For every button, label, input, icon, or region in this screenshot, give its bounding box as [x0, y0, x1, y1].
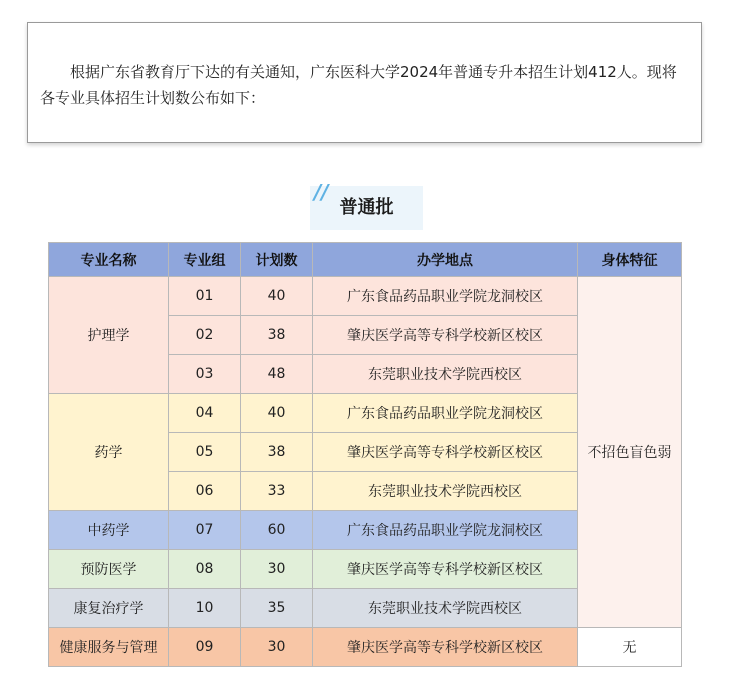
- location-cell: 肇庆医学高等专科学校新区校区: [313, 433, 578, 472]
- location-cell: 广东食品药品职业学院龙洞校区: [313, 394, 578, 433]
- table-header-row: [49, 243, 682, 277]
- header-plan: 计划数: [241, 243, 313, 277]
- header-physical: 身体特征: [578, 243, 682, 277]
- location-cell: 肇庆医学高等专科学校新区校区: [313, 628, 578, 667]
- location-cell: 东莞职业技术学院西校区: [313, 355, 578, 394]
- location-cell: 广东食品药品职业学院龙洞校区: [313, 277, 578, 316]
- plan-cell: 30: [241, 628, 313, 667]
- major-nursing: 护理学: [49, 277, 169, 394]
- major-tcm: 中药学: [49, 511, 169, 550]
- batch-heading: [310, 180, 423, 230]
- header-location: 办学地点: [313, 243, 578, 277]
- group-cell: 04: [169, 394, 241, 433]
- header-major: 专业名称: [49, 243, 169, 277]
- plan-cell: 30: [241, 550, 313, 589]
- table-row: [49, 277, 682, 316]
- group-cell: 01: [169, 277, 241, 316]
- table-row: [49, 628, 682, 667]
- major-health: 健康服务与管理: [49, 628, 169, 667]
- group-cell: 05: [169, 433, 241, 472]
- plan-cell: 60: [241, 511, 313, 550]
- major-preventive: 预防医学: [49, 550, 169, 589]
- physical-restricted: 不招色盲色弱: [578, 277, 682, 628]
- plan-cell: 35: [241, 589, 313, 628]
- group-cell: 08: [169, 550, 241, 589]
- location-cell: 东莞职业技术学院西校区: [313, 472, 578, 511]
- group-cell: 06: [169, 472, 241, 511]
- plan-cell: 40: [241, 394, 313, 433]
- plan-cell: 38: [241, 433, 313, 472]
- notice-text: 根据广东省教育厅下达的有关通知，广东医科大学2024年普通专升本招生计划412人。现将各专业具体招生计划数公布如下：: [40, 63, 677, 107]
- notice-box: [27, 22, 702, 143]
- location-cell: 东莞职业技术学院西校区: [313, 589, 578, 628]
- location-cell: 肇庆医学高等专科学校新区校区: [313, 550, 578, 589]
- enrollment-plan-table: [48, 242, 682, 667]
- header-group: 专业组: [169, 243, 241, 277]
- plan-cell: 38: [241, 316, 313, 355]
- group-cell: 10: [169, 589, 241, 628]
- location-cell: 广东食品药品职业学院龙洞校区: [313, 511, 578, 550]
- plan-cell: 48: [241, 355, 313, 394]
- major-pharmacy: 药学: [49, 394, 169, 511]
- group-cell: 07: [169, 511, 241, 550]
- physical-none: 无: [578, 628, 682, 667]
- plan-cell: 33: [241, 472, 313, 511]
- batch-title: 普通批: [339, 197, 394, 218]
- group-cell: 09: [169, 628, 241, 667]
- major-rehab: 康复治疗学: [49, 589, 169, 628]
- plan-cell: 40: [241, 277, 313, 316]
- quote-mark-icon: //: [314, 180, 329, 204]
- location-cell: 肇庆医学高等专科学校新区校区: [313, 316, 578, 355]
- group-cell: 03: [169, 355, 241, 394]
- group-cell: 02: [169, 316, 241, 355]
